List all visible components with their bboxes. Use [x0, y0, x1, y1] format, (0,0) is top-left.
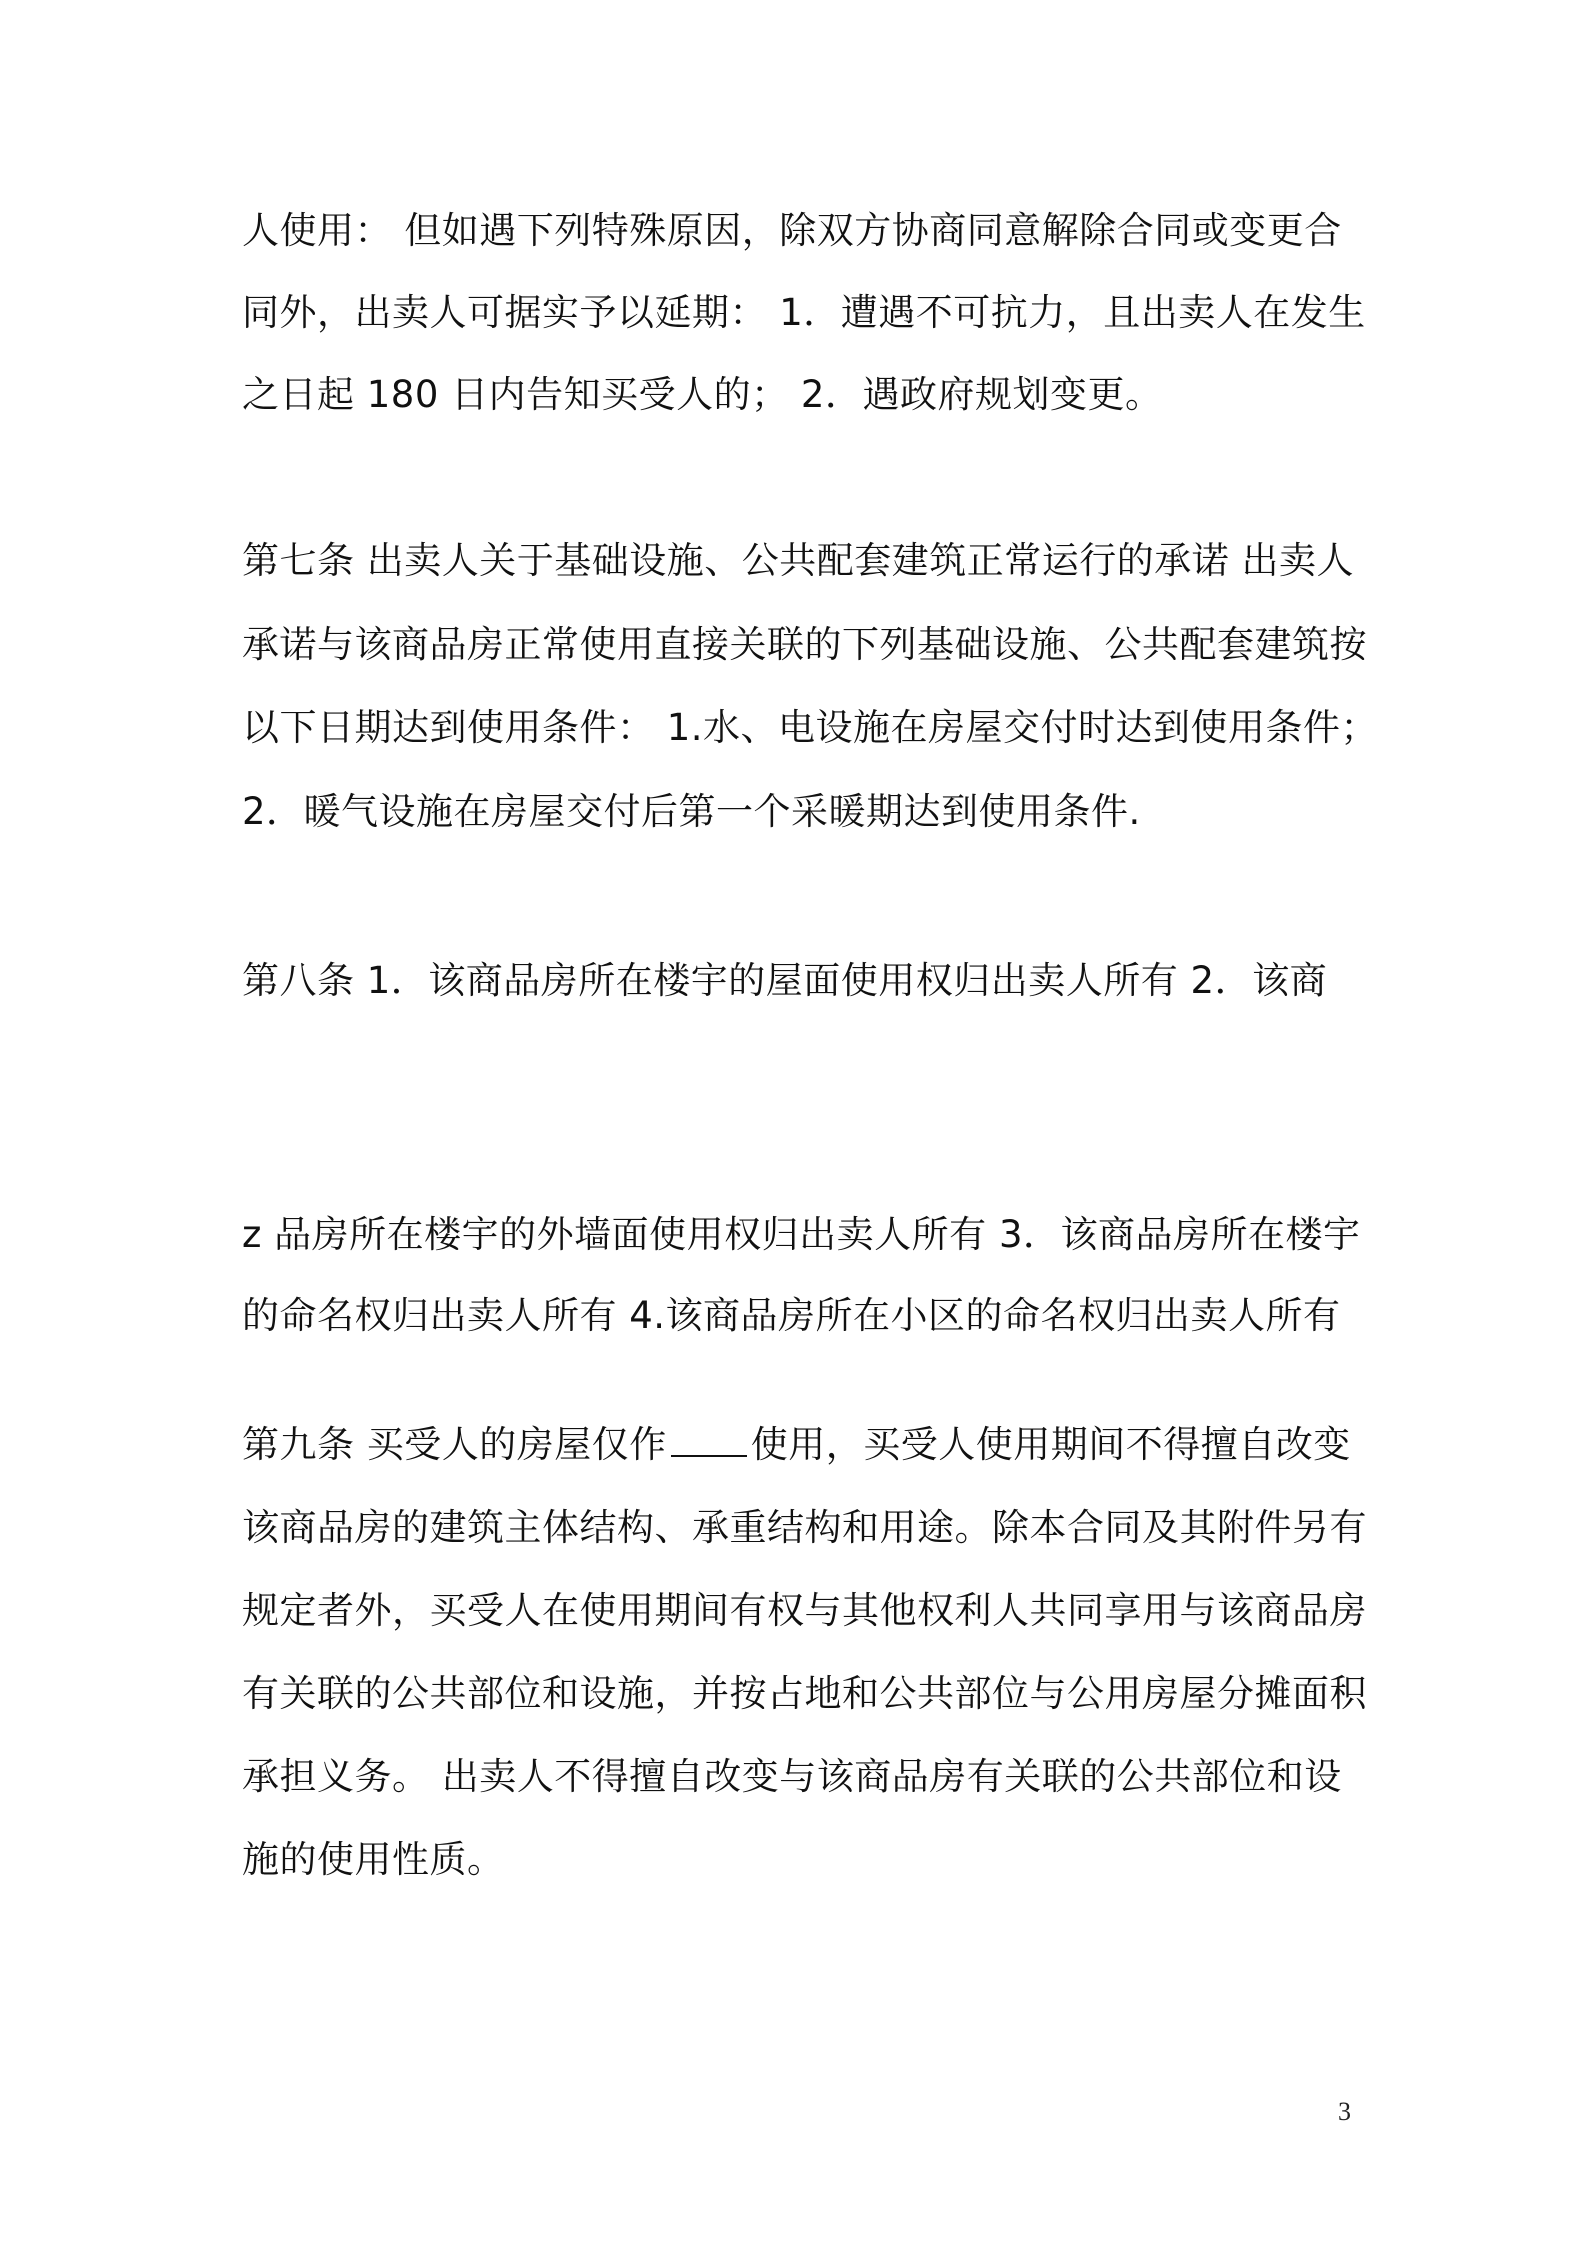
- text-line: 施的使用性质。: [242, 1838, 505, 1881]
- text-line: 该商品房的建筑主体结构、承重结构和用途。除本合同及其附件另有: [242, 1506, 1367, 1549]
- text-line: 承担义务。 出卖人不得擅自改变与该商品房有关联的公共部位和设: [242, 1755, 1342, 1798]
- text-line: 2．暖气设施在房屋交付后第一个采暖期达到使用条件.: [242, 790, 1141, 833]
- article-9-text-before-blank: 第九条 买受人的房屋仅作: [242, 1423, 667, 1466]
- page-number: 3: [1338, 2097, 1351, 2126]
- text-line: 人使用： 但如遇下列特殊原因，除双方协商同意解除合同或变更合: [242, 209, 1342, 252]
- article-8-heading-line: 第八条 1．该商品房所在楼宇的屋面使用权归出卖人所有 2．该商: [242, 959, 1328, 1002]
- article-7-heading-line: 第七条 出卖人关于基础设施、公共配套建筑正常运行的承诺 出卖人: [242, 539, 1355, 582]
- text-line: z 品房所在楼宇的外墙面使用权归出卖人所有 3．该商品房所在楼宇: [242, 1213, 1361, 1256]
- article-9-text-after-blank: 使用，买受人使用期间不得擅自改变: [750, 1423, 1351, 1466]
- text-line: 规定者外，买受人在使用期间有权与其他权利人共同享用与该商品房: [242, 1589, 1367, 1632]
- fill-in-blank: [671, 1425, 747, 1457]
- text-line: 以下日期达到使用条件： 1.水、电设施在房屋交付时达到使用条件；: [242, 706, 1379, 749]
- text-line: 同外，出卖人可据实予以延期： 1．遭遇不可抗力，且出卖人在发生: [242, 291, 1366, 334]
- text-line: 之日起 180 日内告知买受人的； 2．遇政府规划变更。: [242, 373, 1163, 416]
- text-line: 承诺与该商品房正常使用直接关联的下列基础设施、公共配套建筑按: [242, 623, 1367, 666]
- text-line: 有关联的公共部位和设施，并按占地和公共部位与公用房屋分摊面积: [242, 1672, 1367, 1715]
- text-line: 的命名权归出卖人所有 4.该商品房所在小区的命名权归出卖人所有: [242, 1294, 1341, 1337]
- article-9-heading-line: [242, 1422, 1362, 1468]
